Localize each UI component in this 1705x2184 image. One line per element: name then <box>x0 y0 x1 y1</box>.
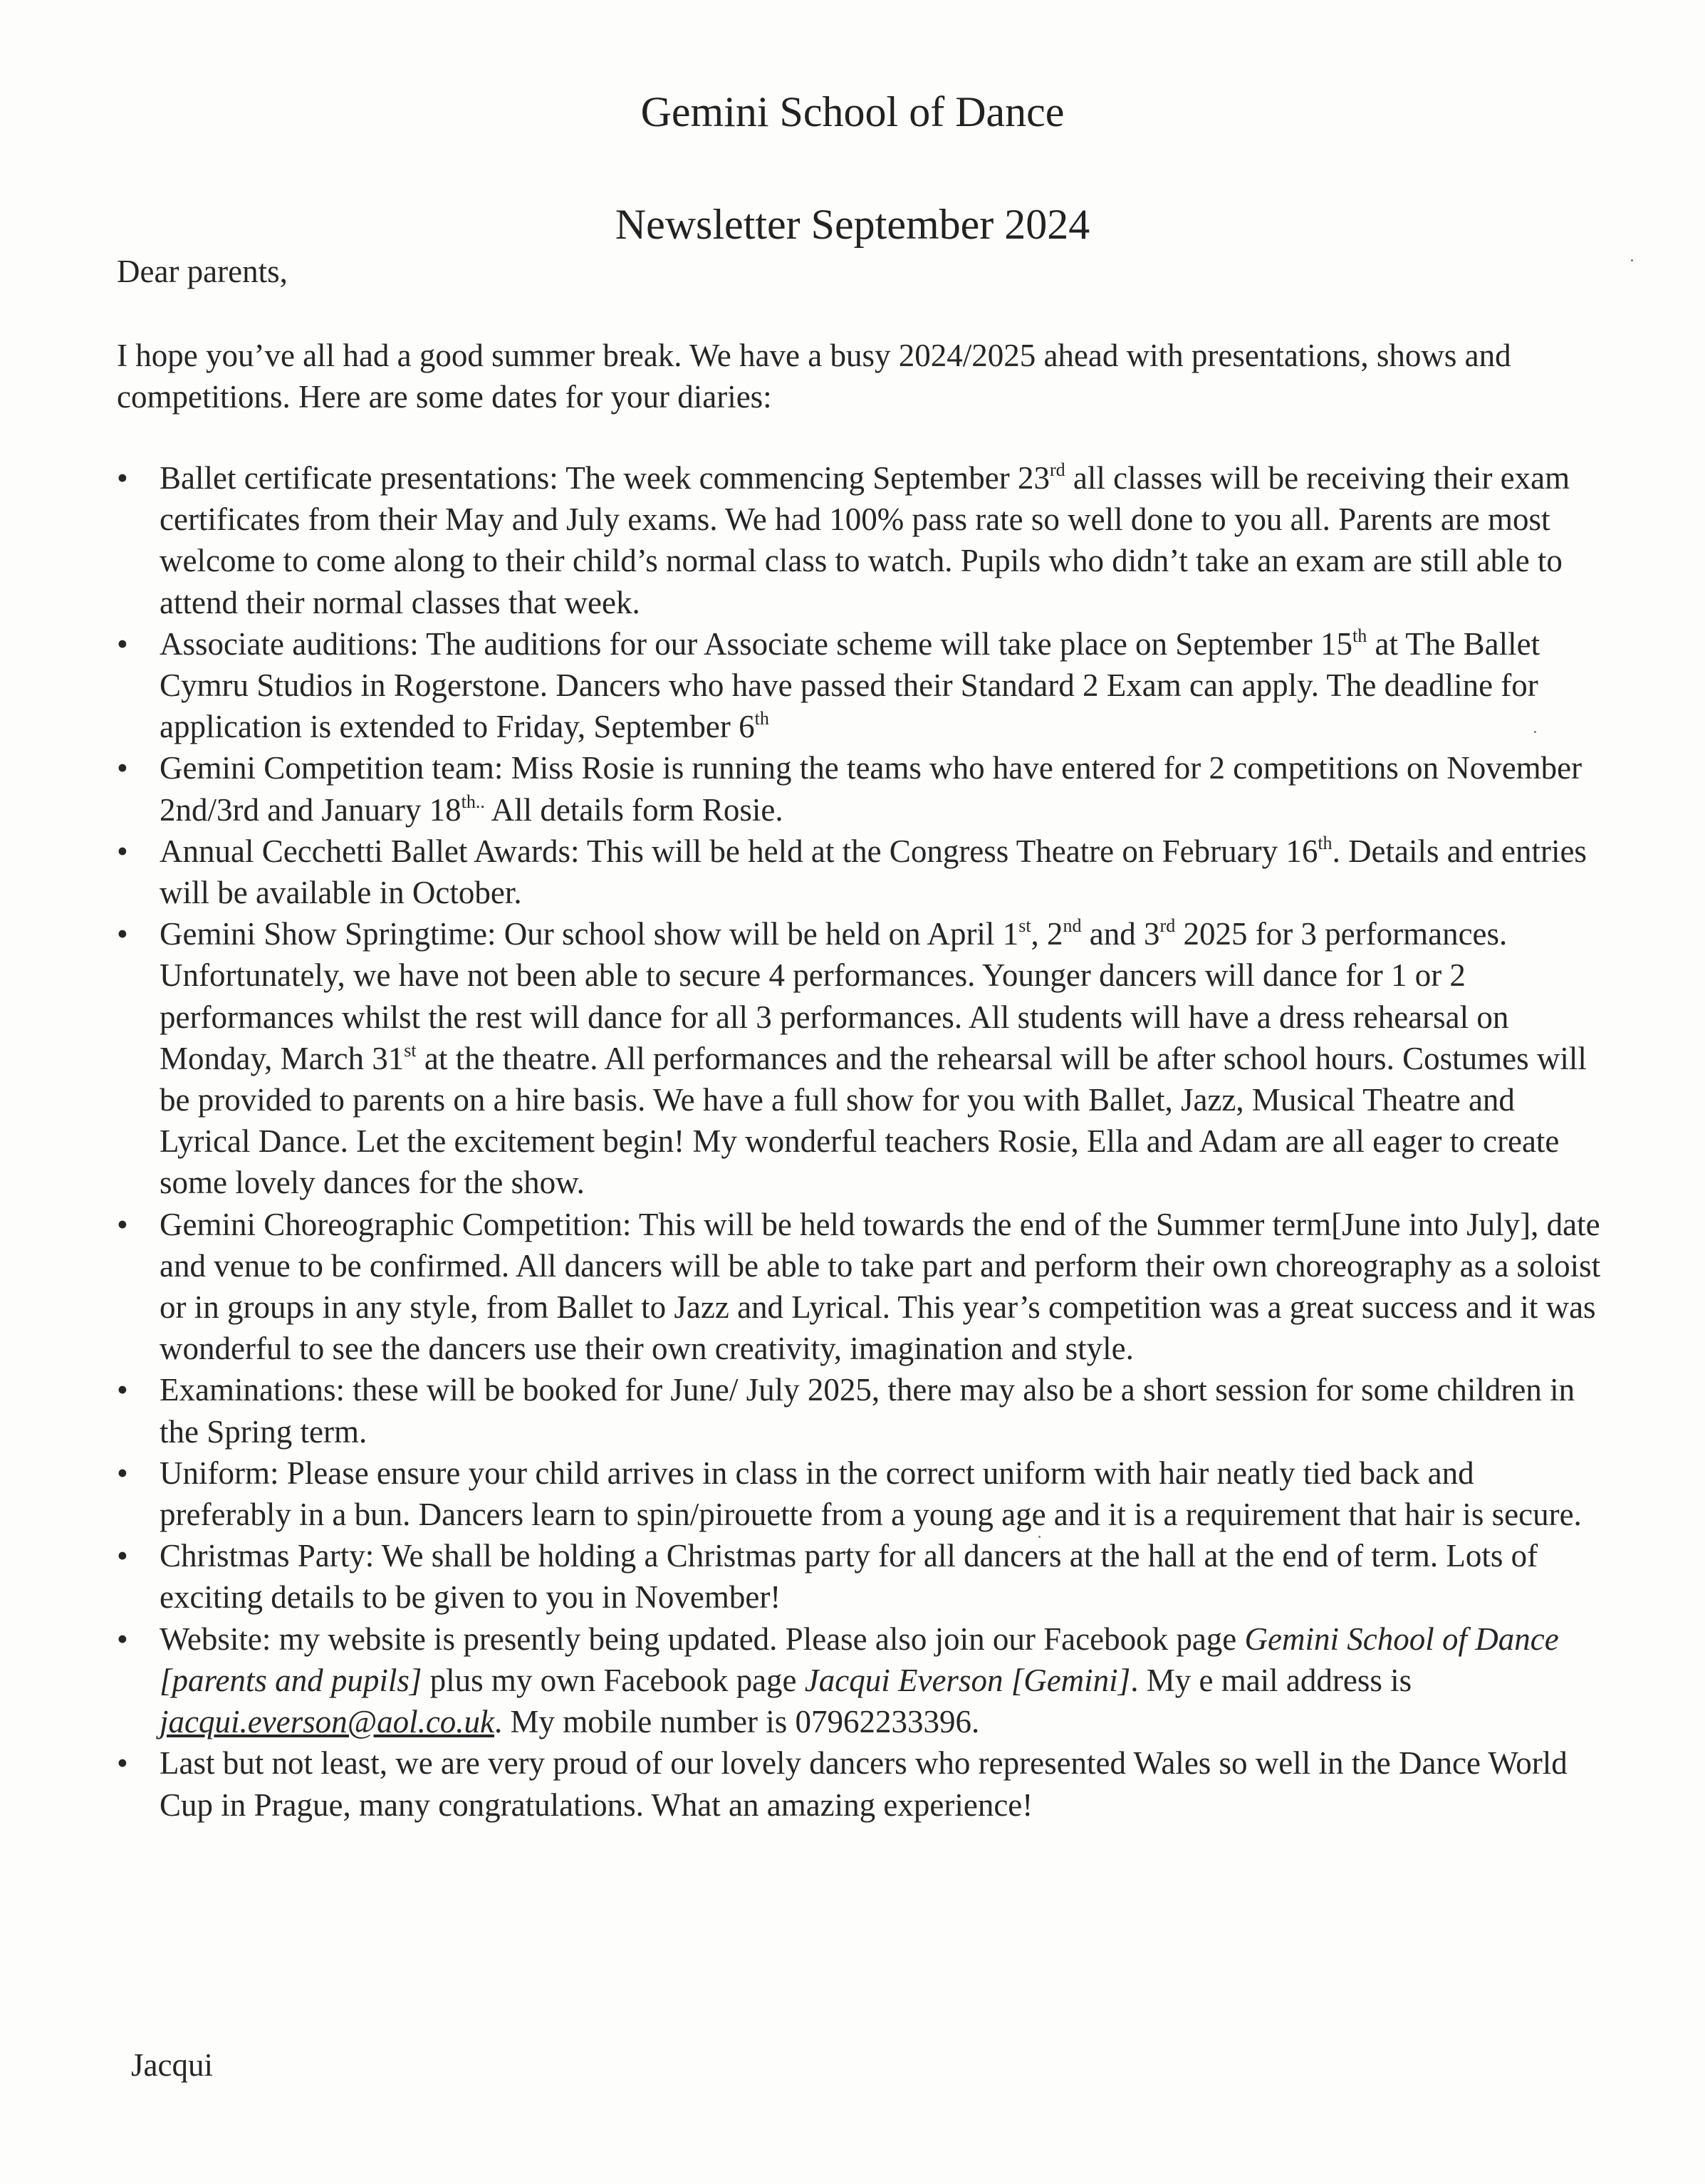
bullet-icon: • <box>117 916 128 952</box>
scan-speck <box>1631 259 1633 261</box>
scan-speck <box>1038 1536 1041 1538</box>
ordinal-suffix: nd <box>1063 915 1082 937</box>
item-text: Annual Cecchetti Ballet Awards: This will be held at the Congress Theatre on February 16 <box>160 833 1318 869</box>
newsletter-title: Newsletter September 2024 <box>615 201 1090 248</box>
list-item-christmas-party <box>117 1535 1605 1618</box>
item-text: Last but not least, we are very proud of our lovely dancers who represented Wales so well in the Dance World Cup in Prague, many congratulations. What an amazing experience! <box>160 1745 1568 1823</box>
ordinal-suffix: rd <box>1049 459 1065 480</box>
list-item-examinations <box>117 1369 1605 1452</box>
signature: Jacqui <box>131 2047 213 2083</box>
ordinal-suffix: th <box>1352 625 1367 646</box>
item-text: 2025 for 3 performances. Unfortunately, we have not been able to secure 4 performances. Younger dancers will dance for 1 or 2 performances whilst the rest will dance for all 3 performances. All students will have a dress rehearsal on Monday, March 31 <box>160 916 1509 1076</box>
item-text: Christmas Party: We shall be holding a Christmas party for all dancers at the hall at the end of term. Lots of exciting details to be given to you in November! <box>160 1538 1538 1616</box>
item-text: , 2 <box>1031 916 1063 952</box>
bullet-icon: • <box>117 1538 128 1574</box>
item-text: Associate auditions: The auditions for our Associate scheme will take place on September 15 <box>160 625 1352 662</box>
list-item-ballet-certificates <box>117 457 1605 623</box>
bullet-icon: • <box>117 1206 128 1242</box>
item-text: . My e mail address is <box>1130 1662 1412 1698</box>
list-item-show-springtime <box>117 913 1605 1203</box>
facebook-page-name: Jacqui Everson [Gemini] <box>804 1662 1131 1698</box>
greeting: Dear parents, <box>117 254 288 289</box>
ordinal-suffix: th <box>754 708 769 729</box>
bullet-icon: • <box>117 1745 128 1782</box>
dates-list <box>117 457 1605 1826</box>
item-text: plus my own Facebook page <box>422 1662 805 1698</box>
bullet-icon: • <box>117 1372 128 1408</box>
list-item-cecchetti-awards <box>117 831 1605 913</box>
list-item-competition-team <box>117 747 1605 830</box>
item-text: and 3 <box>1081 916 1160 952</box>
item-text: at the theatre. All performances and the rehearsal will be after school hours. Costumes will be provided to parents on a hire basis. We have a full show for you with Ballet, Jazz, Musical Theatre and Lyrical Dance. Let the excitement begin! My wonderful teachers Rosie, Ella and Adam are all eager to create some lovely dances for the show. <box>160 1040 1587 1201</box>
item-text: Gemini Show Springtime: Our school show will be held on April 1 <box>160 916 1019 952</box>
list-item-choreographic-competition <box>117 1204 1605 1370</box>
item-text: Website: my website is presently being updated. Please also join our Facebook page <box>160 1621 1245 1657</box>
list-item-website <box>117 1618 1605 1743</box>
item-text: Examinations: these will be booked for June/ July 2025, there may also be a short session for some children in the Spring term. <box>160 1372 1575 1450</box>
item-text: . Details and entries will be available in October. <box>160 833 1587 911</box>
facebook-page-name: Gemini School of Dance [parents and pupils] <box>160 1621 1559 1698</box>
item-text: Gemini Competition team: Miss Rosie is running the teams who have entered for 2 competitions on November 2nd/3rd and January 18 <box>160 750 1583 828</box>
bullet-icon: • <box>117 460 128 496</box>
bullet-icon: • <box>117 625 128 662</box>
email-address: jacqui.everson@aol.co.uk <box>160 1704 495 1740</box>
scan-speck <box>1534 731 1536 733</box>
ordinal-suffix: rd <box>1159 915 1176 937</box>
ordinal-suffix: th <box>1318 832 1333 853</box>
school-name-title: Gemini School of Dance <box>640 88 1065 135</box>
ordinal-suffix: st <box>404 1039 417 1061</box>
item-text: at The Ballet Cymru Studios in Rogerstone. Dancers who have passed their Standard 2 Exam can apply. The deadline for application is extended to Friday, September 6 <box>160 625 1540 745</box>
bullet-icon: • <box>117 1621 128 1657</box>
bullet-icon: • <box>117 1455 128 1491</box>
list-item-dance-world-cup <box>117 1742 1605 1825</box>
bullet-icon: • <box>117 833 128 869</box>
item-text: Gemini Choreographic Competition: This will be held towards the end of the Summer term[June into July], date and venue to be confirmed. All dancers will be able to take part and perform their own choreography as a soloist or in groups in any style, from Ballet to Jazz and Lyrical. This year’s competition was a great success and it was wonderful to see the dancers use their own creativity, imagination and style. <box>160 1206 1601 1367</box>
item-text: Uniform: Please ensure your child arrives in class in the correct uniform with hair neatly tied back and preferably in a bun. Dancers learn to spin/pirouette from a young age and it is a requirement that hair is secure. <box>160 1455 1582 1533</box>
item-text: Ballet certificate presentations: The week commencing September 23 <box>160 460 1050 496</box>
bullet-icon: • <box>117 750 128 786</box>
item-text: All details form Rosie. <box>484 791 783 828</box>
ordinal-suffix: st <box>1018 915 1031 937</box>
list-item-associate-auditions <box>117 623 1605 748</box>
item-text: all classes will be receiving their exam certificates from their May and July exams. We had 100% pass rate so well done to you all. Parents are most welcome to come along to their child’s normal class to watch. Pupils who didn’t take an exam are still able to attend their normal classes that week. <box>160 460 1570 620</box>
item-text: . My mobile number is 07962233396. <box>494 1704 980 1740</box>
intro-paragraph: I hope you’ve all had a good summer break. We have a busy 2024/2025 ahead with presentations, shows and competitions. Here are some dates for your diaries: <box>117 338 1511 415</box>
list-item-uniform <box>117 1452 1605 1535</box>
ordinal-suffix: th.. <box>461 791 485 812</box>
